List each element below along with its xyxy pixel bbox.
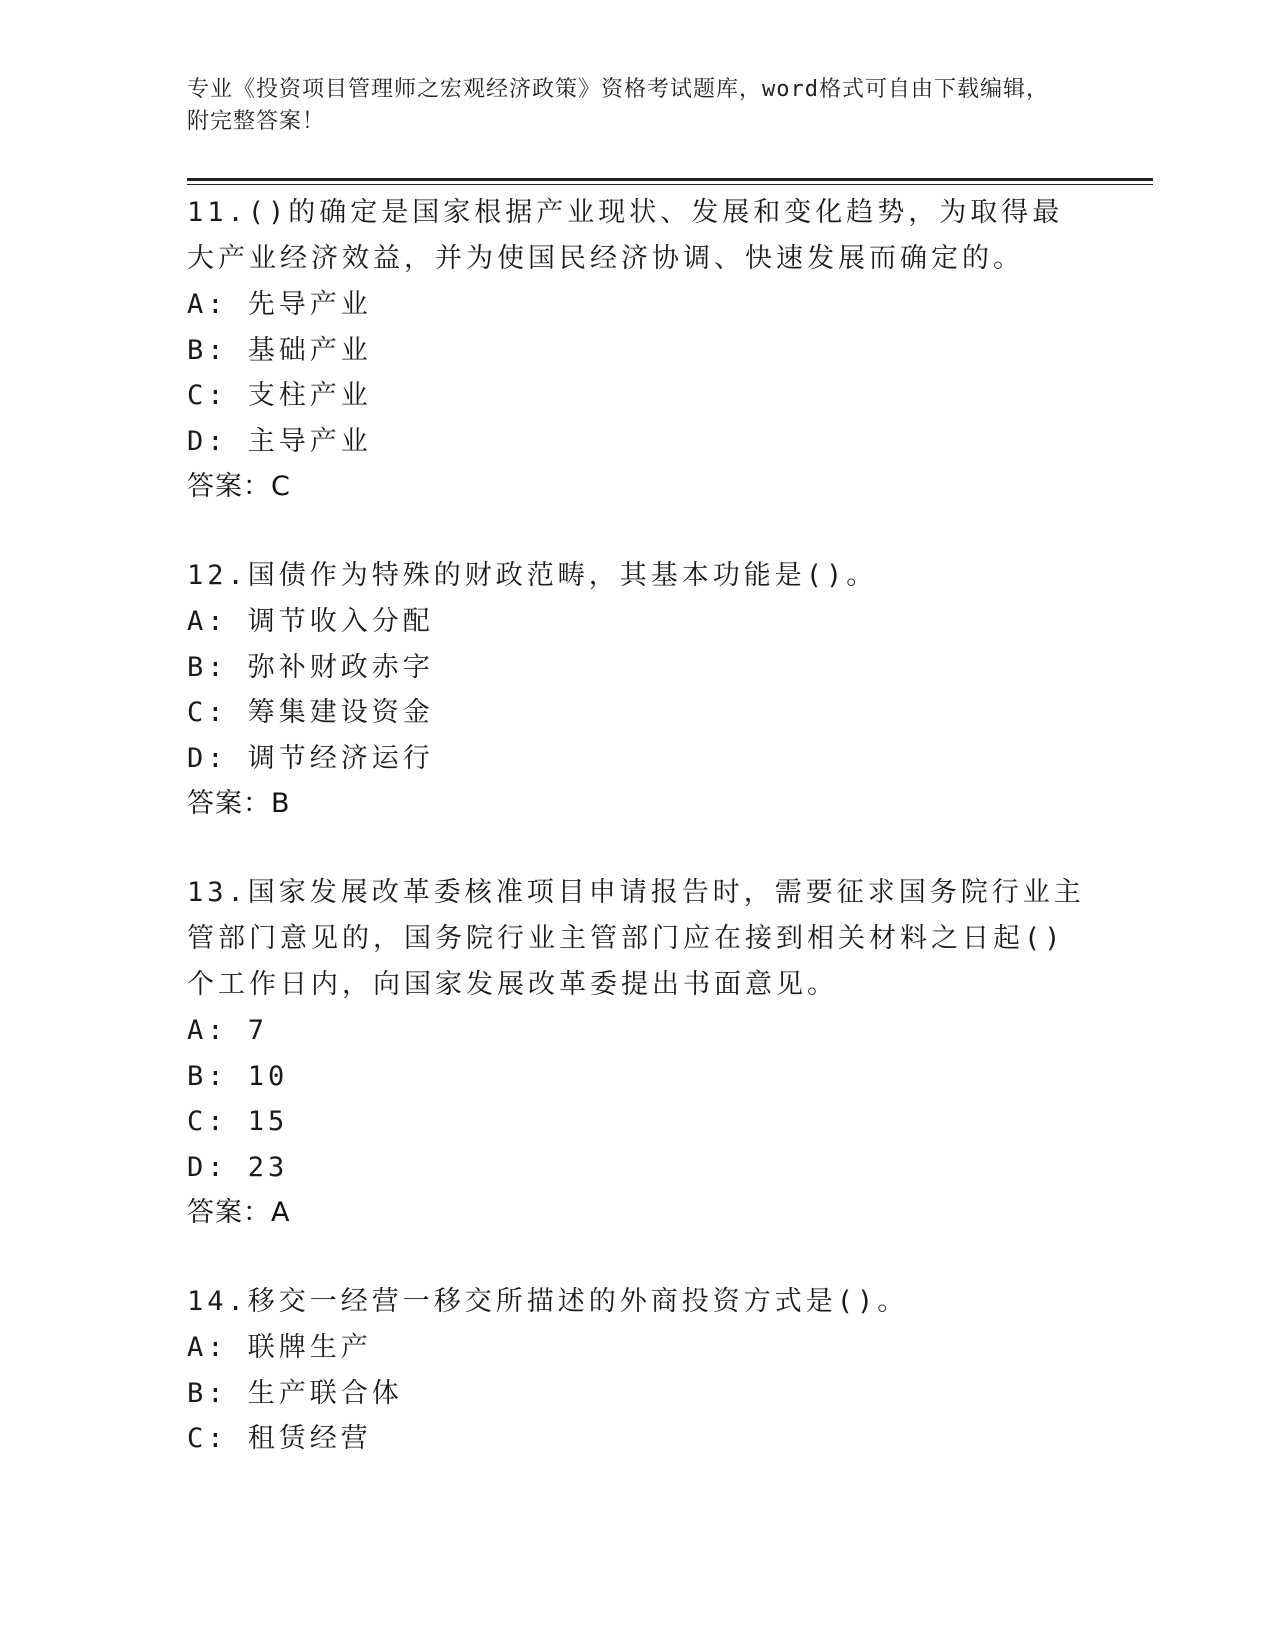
question-stem: 12.国债作为特殊的财政范畴，其基本功能是()。 bbox=[187, 560, 878, 591]
option-a: A: 先导产业 bbox=[187, 289, 372, 320]
option-b: B: 10 bbox=[187, 1060, 289, 1092]
question-13 bbox=[187, 870, 1087, 1235]
option-b: B: 基础产业 bbox=[187, 334, 372, 366]
option-c: C: 筹集建设资金 bbox=[187, 697, 434, 728]
answer-line: 答案：C bbox=[187, 471, 291, 502]
question-stem: 14.移交一经营一移交所描述的外商投资方式是()。 bbox=[187, 1286, 909, 1317]
header-divider-thin bbox=[187, 184, 1153, 185]
answer-line: 答案：B bbox=[187, 788, 291, 819]
option-d: D: 调节经济运行 bbox=[187, 742, 434, 774]
answer-line: 答案：A bbox=[187, 1197, 291, 1228]
option-d: D: 主导产业 bbox=[187, 425, 372, 457]
document-header: 专业《投资项目管理师之宏观经济政策》资格考试题库，word格式可自由下载编辑，附完整答案！ bbox=[187, 77, 1049, 134]
question-stem: 11.()的确定是国家根据产业现状、发展和变化趋势，为取得最大产业经济效益，并为使国民经济协调、快速发展而确定的。 bbox=[187, 197, 1064, 274]
option-c: C: 15 bbox=[187, 1106, 289, 1137]
option-a: A: 联牌生产 bbox=[187, 1332, 372, 1363]
question-12 bbox=[187, 553, 1087, 826]
question-11 bbox=[187, 190, 1087, 509]
question-stem: 13.国家发展改革委核准项目申请报告时，需要征求国务院行业主管部门意见的，国务院行业主管部门应在接到相关材料之日起()个工作日内，向国家发展改革委提出书面意见。 bbox=[187, 877, 1085, 1000]
question-list bbox=[187, 190, 1087, 1506]
question-14 bbox=[187, 1279, 1087, 1462]
option-d: D: 23 bbox=[187, 1151, 289, 1183]
option-b: B: 生产联合体 bbox=[187, 1377, 403, 1409]
option-b: B: 弥补财政赤字 bbox=[187, 651, 434, 683]
option-c: C: 支柱产业 bbox=[187, 380, 372, 411]
header-divider-thick bbox=[187, 178, 1153, 181]
option-c: C: 租赁经营 bbox=[187, 1423, 372, 1454]
option-a: A: 调节收入分配 bbox=[187, 606, 434, 637]
option-a: A: 7 bbox=[187, 1015, 269, 1046]
